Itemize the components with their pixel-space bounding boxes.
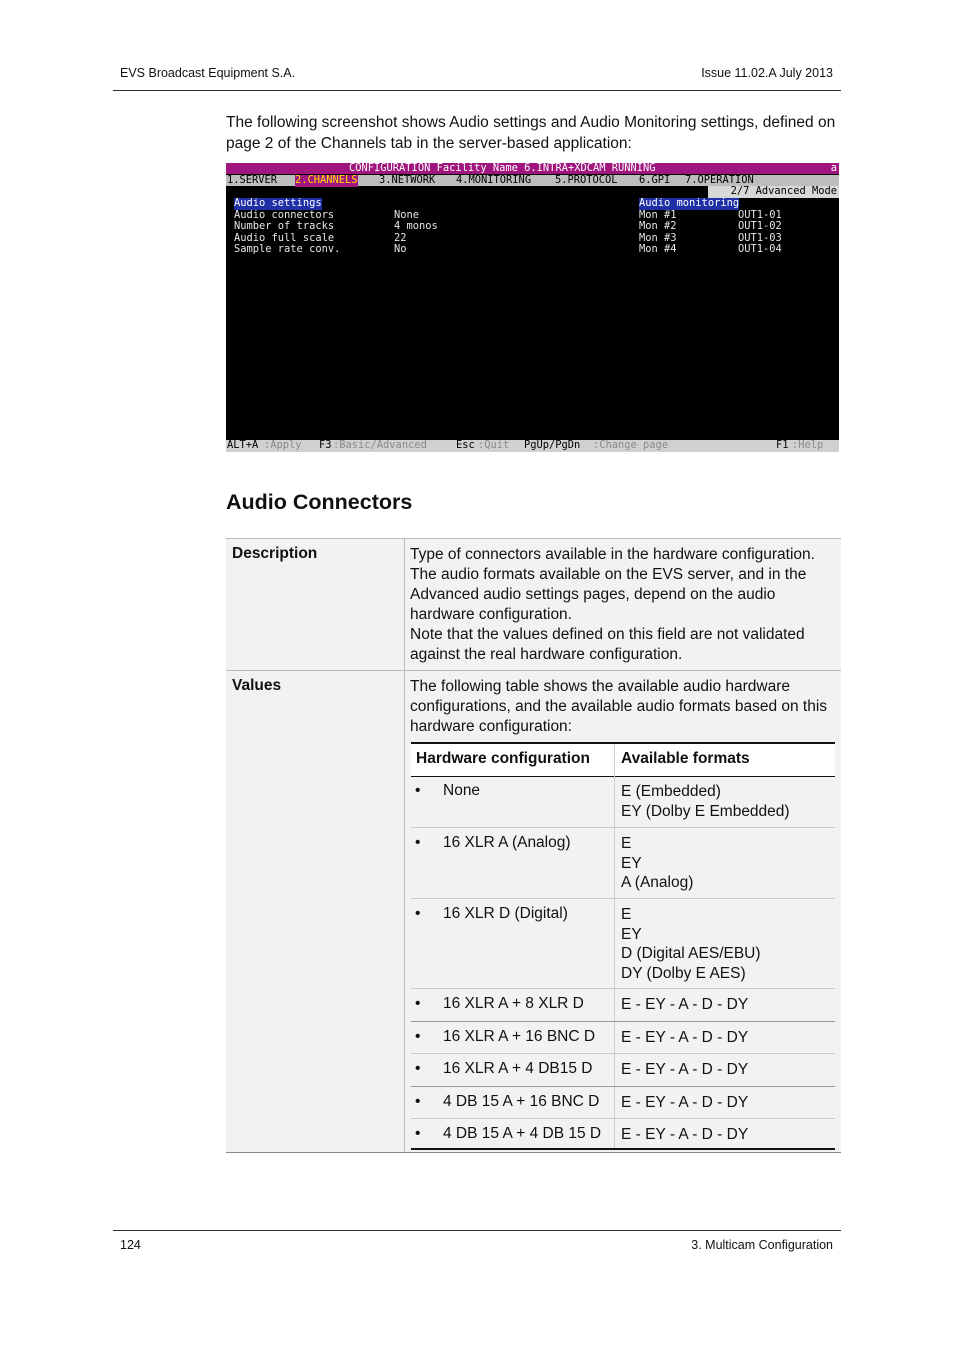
description-label: Description: [232, 545, 318, 562]
table-row: [411, 1054, 835, 1086]
table-row: [411, 828, 835, 898]
available-formats: E - EY - A - D - DY: [621, 996, 749, 1013]
status-action-change-page: :Change page: [593, 439, 669, 451]
values-row: [226, 671, 841, 1152]
header-rule: [113, 90, 841, 91]
values-intro-text: The following table shows the available audio hardware configurations, and the available audio formats based on this hardware configuration:: [410, 678, 828, 735]
status-key-f1: F1: [776, 439, 789, 451]
bullet: •: [415, 1093, 421, 1110]
terminal-screenshot: [226, 163, 839, 452]
setting-value[interactable]: 22: [394, 232, 407, 244]
tab-protocol[interactable]: 5.PROTOCOL: [555, 174, 618, 186]
inner-table-bottom-border: [411, 1148, 835, 1150]
header-available-formats: Available formats: [621, 750, 750, 767]
table-row: [411, 1119, 835, 1148]
hardware-config: 16 XLR A + 16 BNC D: [443, 1028, 596, 1045]
status-key-apply: ALT+A: [227, 439, 259, 451]
section-title: Audio Connectors: [226, 490, 413, 514]
bullet: •: [415, 782, 421, 799]
tab-server[interactable]: 1.SERVER: [227, 174, 278, 186]
audio-monitoring-heading: Audio monitoring: [639, 197, 740, 209]
column-divider: [404, 539, 405, 670]
hardware-config: 4 DB 15 A + 4 DB 15 D: [443, 1125, 602, 1142]
description-text: Type of connectors available in the hardware configuration. The audio formats available on the EVS server, and in the Advanced audio settings pages, depend on the audio hardware configuration. Note that the values defined on this field are not validated against the real hardware configuration.: [410, 546, 815, 663]
hardware-formats-table: [411, 742, 835, 1147]
setting-label: Audio full scale: [234, 232, 335, 244]
table-row: [411, 1087, 835, 1119]
footer-chapter: 3. Multicam Configuration: [691, 1238, 833, 1252]
audio-connectors-table: [226, 538, 841, 1153]
table-bottom-border: [226, 1152, 841, 1153]
table-row: [411, 899, 835, 988]
setting-value[interactable]: 4 monos: [394, 220, 438, 232]
status-action-quit: :Quit: [478, 439, 510, 451]
monitor-label: Mon #2: [639, 220, 677, 232]
hardware-config: 16 XLR A + 4 DB15 D: [443, 1060, 593, 1077]
footer-page-number: 124: [120, 1238, 141, 1252]
bullet: •: [415, 995, 421, 1012]
hardware-config: 16 XLR D (Digital): [443, 905, 568, 922]
monitor-value[interactable]: OUT1-01: [738, 209, 782, 221]
monitor-label: Mon #1: [639, 209, 677, 221]
status-action-basic-advanced: :Basic/Advanced: [333, 439, 427, 451]
table-row: [411, 1022, 835, 1054]
monitor-value[interactable]: OUT1-03: [738, 232, 782, 244]
tab-network[interactable]: 3.NETWORK: [379, 174, 436, 186]
bullet: •: [415, 1125, 421, 1142]
hardware-config: None: [443, 782, 481, 799]
hardware-config: 4 DB 15 A + 16 BNC D: [443, 1093, 600, 1110]
inner-table-header: [411, 742, 835, 777]
setting-value[interactable]: None: [394, 209, 420, 221]
values-label: Values: [232, 677, 282, 694]
bullet: •: [415, 834, 421, 851]
table-row: [411, 989, 835, 1021]
available-formats: E EY A (Analog): [621, 835, 694, 891]
status-action-apply: :Apply: [264, 439, 302, 451]
status-key-esc: Esc: [456, 439, 475, 451]
tab-channels[interactable]: 2.CHANNELS: [295, 174, 358, 186]
header-issue: Issue 11.02.A July 2013: [701, 66, 833, 80]
setting-label: Number of tracks: [234, 220, 335, 232]
header-hardware-configuration: Hardware configuration: [416, 750, 590, 767]
footer-rule: [113, 1230, 841, 1231]
hardware-config: 16 XLR A + 8 XLR D: [443, 995, 584, 1012]
column-divider: [404, 671, 405, 1152]
status-action-help: :Help: [792, 439, 824, 451]
terminal-title-right: a: [830, 162, 837, 174]
setting-value[interactable]: No: [394, 243, 407, 255]
header-company: EVS Broadcast Equipment S.A.: [120, 66, 296, 80]
monitor-label: Mon #4: [639, 243, 677, 255]
available-formats: E - EY - A - D - DY: [621, 1061, 749, 1078]
terminal-mode-indicator: 2/7 Advanced Mode: [708, 186, 839, 198]
hardware-config: 16 XLR A (Analog): [443, 834, 571, 851]
monitor-label: Mon #3: [639, 232, 677, 244]
setting-label: Sample rate conv.: [234, 243, 341, 255]
available-formats: E - EY - A - D - DY: [621, 1094, 749, 1111]
tab-operation[interactable]: 7.OPERATION: [685, 174, 754, 186]
description-row: [226, 539, 841, 670]
setting-label: Audio connectors: [234, 209, 335, 221]
terminal-title: CONFIGURATION Facility Name 6.INTRA+XDCAM RUNNING: [349, 162, 656, 174]
monitor-value[interactable]: OUT1-04: [738, 243, 782, 255]
tab-monitoring[interactable]: 4.MONITORING: [456, 174, 532, 186]
available-formats: E EY D (Digital AES/EBU) DY (Dolby E AES): [621, 906, 761, 982]
available-formats: E - EY - A - D - DY: [621, 1126, 749, 1143]
status-key-f3: F3: [319, 439, 332, 451]
status-key-pgup-pgdn: PgUp/PgDn: [524, 439, 581, 451]
bullet: •: [415, 905, 421, 922]
terminal-status-bar: [226, 440, 839, 452]
available-formats: E (Embedded) EY (Dolby E Embedded): [621, 783, 790, 820]
monitor-value[interactable]: OUT1-02: [738, 220, 782, 232]
intro-paragraph: The following screenshot shows Audio settings and Audio Monitoring settings, defined on page 2 of the Channels tab in the server-based application:: [226, 114, 836, 152]
available-formats: E - EY - A - D - DY: [621, 1029, 749, 1046]
terminal-title-bar: [226, 163, 839, 174]
bullet: •: [415, 1060, 421, 1077]
table-row: [411, 776, 835, 827]
bullet: •: [415, 1028, 421, 1045]
tab-gpi[interactable]: 6.GPI: [639, 174, 671, 186]
audio-settings-heading: Audio settings: [234, 197, 322, 209]
